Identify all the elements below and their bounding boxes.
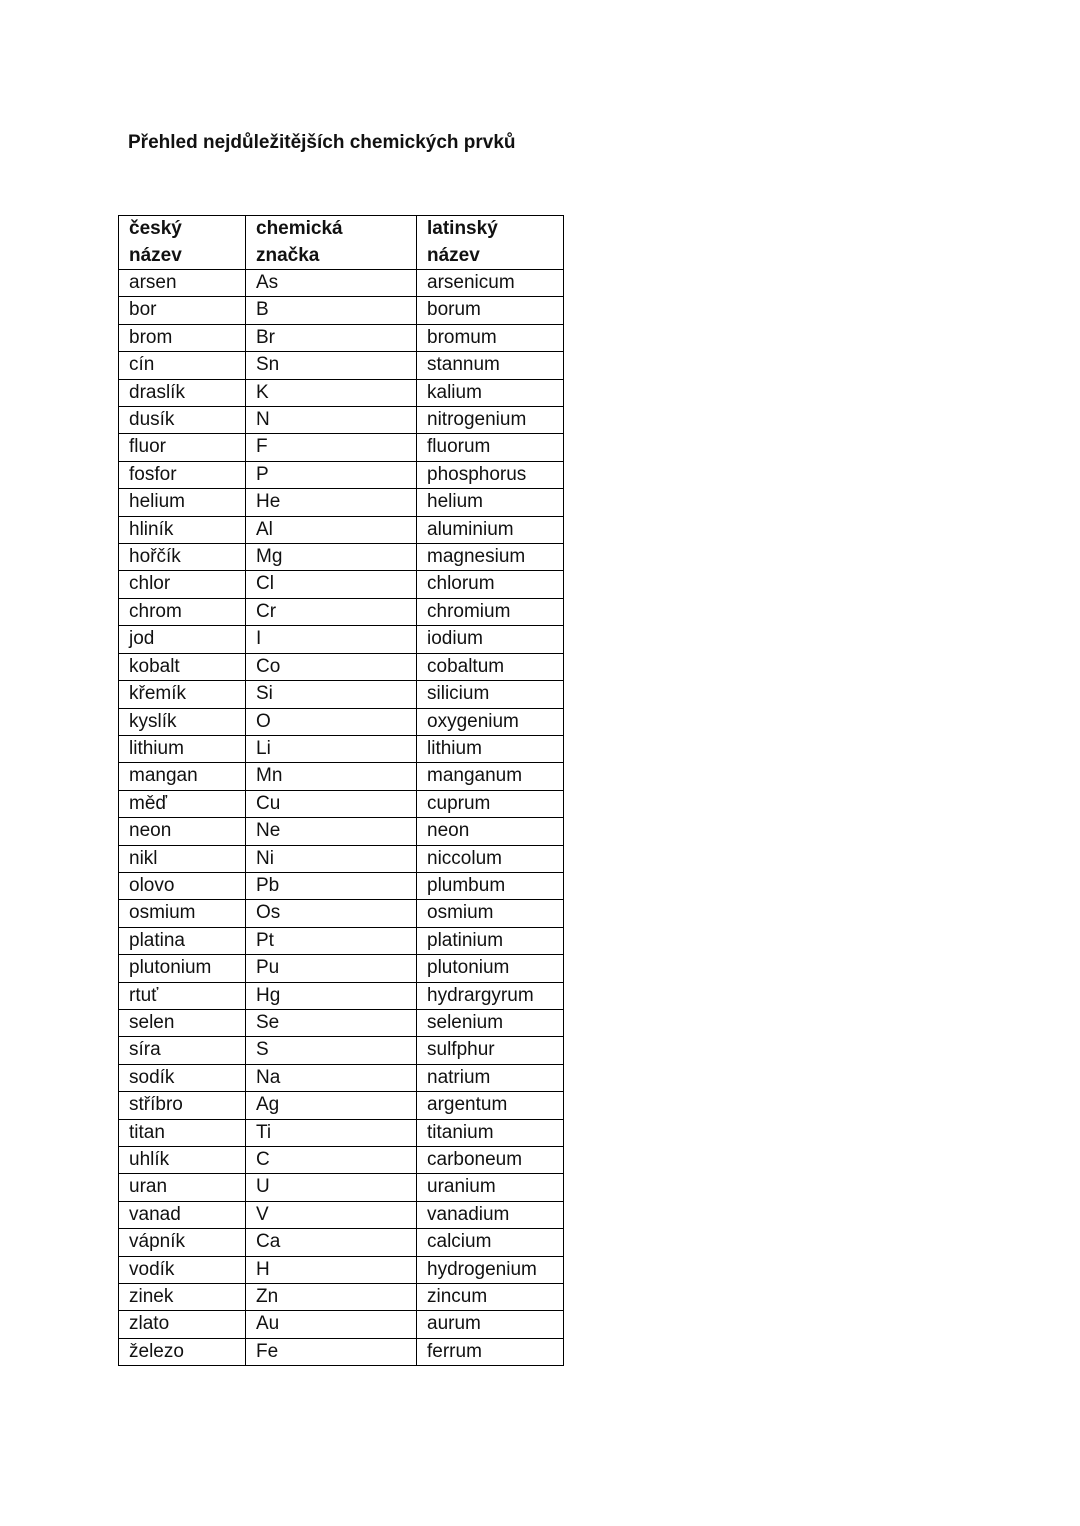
cell-chemical-symbol: Ni <box>246 845 417 872</box>
header-line: název <box>129 244 182 266</box>
cell-czech-name: bor <box>119 297 246 324</box>
cell-chemical-symbol: Fe <box>246 1338 417 1365</box>
page-title: Přehled nejdůležitějších chemických prvků <box>128 132 516 153</box>
cell-chemical-symbol: Os <box>246 900 417 927</box>
table-row <box>119 927 564 954</box>
cell-latin-name: cobaltum <box>417 653 564 680</box>
cell-chemical-symbol: Se <box>246 1009 417 1036</box>
cell-latin-name: titanium <box>417 1119 564 1146</box>
cell-chemical-symbol: B <box>246 297 417 324</box>
table-row <box>119 1119 564 1146</box>
cell-latin-name: phosphorus <box>417 461 564 488</box>
cell-latin-name: hydrogenium <box>417 1256 564 1283</box>
table-row <box>119 489 564 516</box>
table-row <box>119 1229 564 1256</box>
table-row <box>119 379 564 406</box>
cell-latin-name: chromium <box>417 598 564 625</box>
cell-czech-name: plutonium <box>119 955 246 982</box>
cell-chemical-symbol: Pu <box>246 955 417 982</box>
cell-chemical-symbol: Mg <box>246 544 417 571</box>
cell-latin-name: aurum <box>417 1311 564 1338</box>
cell-chemical-symbol: Hg <box>246 982 417 1009</box>
table-row <box>119 516 564 543</box>
cell-czech-name: lithium <box>119 735 246 762</box>
cell-czech-name: zlato <box>119 1311 246 1338</box>
cell-latin-name: borum <box>417 297 564 324</box>
table-row <box>119 1064 564 1091</box>
cell-czech-name: cín <box>119 352 246 379</box>
cell-czech-name: kyslík <box>119 708 246 735</box>
table-row <box>119 763 564 790</box>
cell-chemical-symbol: Au <box>246 1311 417 1338</box>
table-row <box>119 982 564 1009</box>
cell-chemical-symbol: Si <box>246 681 417 708</box>
cell-latin-name: selenium <box>417 1009 564 1036</box>
cell-chemical-symbol: K <box>246 379 417 406</box>
cell-czech-name: fosfor <box>119 461 246 488</box>
cell-latin-name: platinium <box>417 927 564 954</box>
cell-czech-name: nikl <box>119 845 246 872</box>
cell-latin-name: bromum <box>417 324 564 351</box>
cell-chemical-symbol: P <box>246 461 417 488</box>
cell-czech-name: olovo <box>119 872 246 899</box>
table-row <box>119 1174 564 1201</box>
table-body <box>119 270 564 1366</box>
table-row <box>119 1338 564 1365</box>
cell-latin-name: magnesium <box>417 544 564 571</box>
table-row <box>119 653 564 680</box>
header-line: český <box>129 218 182 239</box>
cell-czech-name: vodík <box>119 1256 246 1283</box>
cell-latin-name: niccolum <box>417 845 564 872</box>
cell-chemical-symbol: I <box>246 626 417 653</box>
cell-latin-name: manganum <box>417 763 564 790</box>
cell-latin-name: helium <box>417 489 564 516</box>
cell-czech-name: neon <box>119 818 246 845</box>
cell-czech-name: rtuť <box>119 982 246 1009</box>
cell-chemical-symbol: Br <box>246 324 417 351</box>
table-row <box>119 818 564 845</box>
cell-chemical-symbol: O <box>246 708 417 735</box>
cell-chemical-symbol: Cu <box>246 790 417 817</box>
cell-latin-name: kalium <box>417 379 564 406</box>
table-row <box>119 434 564 461</box>
cell-czech-name: vanad <box>119 1201 246 1228</box>
cell-chemical-symbol: N <box>246 407 417 434</box>
table-row <box>119 708 564 735</box>
cell-latin-name: oxygenium <box>417 708 564 735</box>
cell-chemical-symbol: Pb <box>246 872 417 899</box>
cell-czech-name: titan <box>119 1119 246 1146</box>
cell-latin-name: osmium <box>417 900 564 927</box>
cell-czech-name: jod <box>119 626 246 653</box>
table-header-row <box>119 216 564 270</box>
header-line: název <box>427 244 480 266</box>
cell-latin-name: plumbum <box>417 872 564 899</box>
table-row <box>119 270 564 297</box>
cell-czech-name: selen <box>119 1009 246 1036</box>
cell-latin-name: vanadium <box>417 1201 564 1228</box>
header-line: značka <box>256 244 320 266</box>
cell-chemical-symbol: Ti <box>246 1119 417 1146</box>
header-chemical-symbol <box>246 216 417 270</box>
cell-czech-name: fluor <box>119 434 246 461</box>
cell-latin-name: iodium <box>417 626 564 653</box>
cell-chemical-symbol: Ag <box>246 1092 417 1119</box>
cell-czech-name: hliník <box>119 516 246 543</box>
cell-chemical-symbol: Ne <box>246 818 417 845</box>
table-row <box>119 1256 564 1283</box>
cell-czech-name: kobalt <box>119 653 246 680</box>
cell-chemical-symbol: U <box>246 1174 417 1201</box>
cell-czech-name: brom <box>119 324 246 351</box>
cell-latin-name: chlorum <box>417 571 564 598</box>
header-line: chemická <box>256 218 343 239</box>
table-row <box>119 900 564 927</box>
table-row <box>119 1009 564 1036</box>
table-row <box>119 735 564 762</box>
cell-czech-name: chrom <box>119 598 246 625</box>
cell-latin-name: hydrargyrum <box>417 982 564 1009</box>
cell-czech-name: železo <box>119 1338 246 1365</box>
cell-chemical-symbol: Cl <box>246 571 417 598</box>
cell-czech-name: uhlík <box>119 1147 246 1174</box>
table-row <box>119 1037 564 1064</box>
table-row <box>119 1311 564 1338</box>
cell-latin-name: sulfphur <box>417 1037 564 1064</box>
cell-czech-name: zinek <box>119 1284 246 1311</box>
table-row <box>119 1284 564 1311</box>
table-row <box>119 352 564 379</box>
cell-chemical-symbol: Zn <box>246 1284 417 1311</box>
cell-latin-name: carboneum <box>417 1147 564 1174</box>
cell-czech-name: draslík <box>119 379 246 406</box>
cell-czech-name: arsen <box>119 270 246 297</box>
cell-czech-name: platina <box>119 927 246 954</box>
cell-latin-name: lithium <box>417 735 564 762</box>
elements-table <box>118 215 564 1366</box>
cell-latin-name: stannum <box>417 352 564 379</box>
cell-czech-name: dusík <box>119 407 246 434</box>
cell-latin-name: ferrum <box>417 1338 564 1365</box>
cell-chemical-symbol: Cr <box>246 598 417 625</box>
cell-chemical-symbol: Pt <box>246 927 417 954</box>
cell-latin-name: neon <box>417 818 564 845</box>
cell-latin-name: arsenicum <box>417 270 564 297</box>
table-row <box>119 626 564 653</box>
table-row <box>119 1201 564 1228</box>
header-czech-name <box>119 216 246 270</box>
table-row <box>119 297 564 324</box>
cell-latin-name: nitrogenium <box>417 407 564 434</box>
header-line: latinský <box>427 218 498 239</box>
cell-czech-name: sodík <box>119 1064 246 1091</box>
table-row <box>119 790 564 817</box>
table-row <box>119 461 564 488</box>
cell-latin-name: plutonium <box>417 955 564 982</box>
cell-chemical-symbol: S <box>246 1037 417 1064</box>
cell-czech-name: hořčík <box>119 544 246 571</box>
cell-chemical-symbol: Co <box>246 653 417 680</box>
table-row <box>119 598 564 625</box>
cell-czech-name: vápník <box>119 1229 246 1256</box>
cell-chemical-symbol: Li <box>246 735 417 762</box>
cell-czech-name: osmium <box>119 900 246 927</box>
table-row <box>119 1147 564 1174</box>
cell-chemical-symbol: F <box>246 434 417 461</box>
table-row <box>119 544 564 571</box>
table-row <box>119 872 564 899</box>
cell-czech-name: chlor <box>119 571 246 598</box>
cell-chemical-symbol: Ca <box>246 1229 417 1256</box>
cell-chemical-symbol: As <box>246 270 417 297</box>
cell-latin-name: calcium <box>417 1229 564 1256</box>
cell-latin-name: silicium <box>417 681 564 708</box>
header-latin-name <box>417 216 564 270</box>
cell-czech-name: mangan <box>119 763 246 790</box>
cell-czech-name: křemík <box>119 681 246 708</box>
cell-czech-name: uran <box>119 1174 246 1201</box>
cell-czech-name: stříbro <box>119 1092 246 1119</box>
cell-latin-name: argentum <box>417 1092 564 1119</box>
cell-chemical-symbol: H <box>246 1256 417 1283</box>
table-row <box>119 407 564 434</box>
table-row <box>119 845 564 872</box>
table-row <box>119 324 564 351</box>
table-row <box>119 681 564 708</box>
cell-latin-name: fluorum <box>417 434 564 461</box>
cell-latin-name: zincum <box>417 1284 564 1311</box>
cell-czech-name: síra <box>119 1037 246 1064</box>
table-row <box>119 955 564 982</box>
cell-czech-name: měď <box>119 790 246 817</box>
cell-chemical-symbol: Na <box>246 1064 417 1091</box>
cell-czech-name: helium <box>119 489 246 516</box>
cell-chemical-symbol: Mn <box>246 763 417 790</box>
cell-chemical-symbol: Al <box>246 516 417 543</box>
cell-chemical-symbol: V <box>246 1201 417 1228</box>
table-row <box>119 571 564 598</box>
table-row <box>119 1092 564 1119</box>
cell-latin-name: uranium <box>417 1174 564 1201</box>
cell-chemical-symbol: He <box>246 489 417 516</box>
cell-latin-name: aluminium <box>417 516 564 543</box>
cell-latin-name: natrium <box>417 1064 564 1091</box>
cell-latin-name: cuprum <box>417 790 564 817</box>
cell-chemical-symbol: Sn <box>246 352 417 379</box>
cell-chemical-symbol: C <box>246 1147 417 1174</box>
